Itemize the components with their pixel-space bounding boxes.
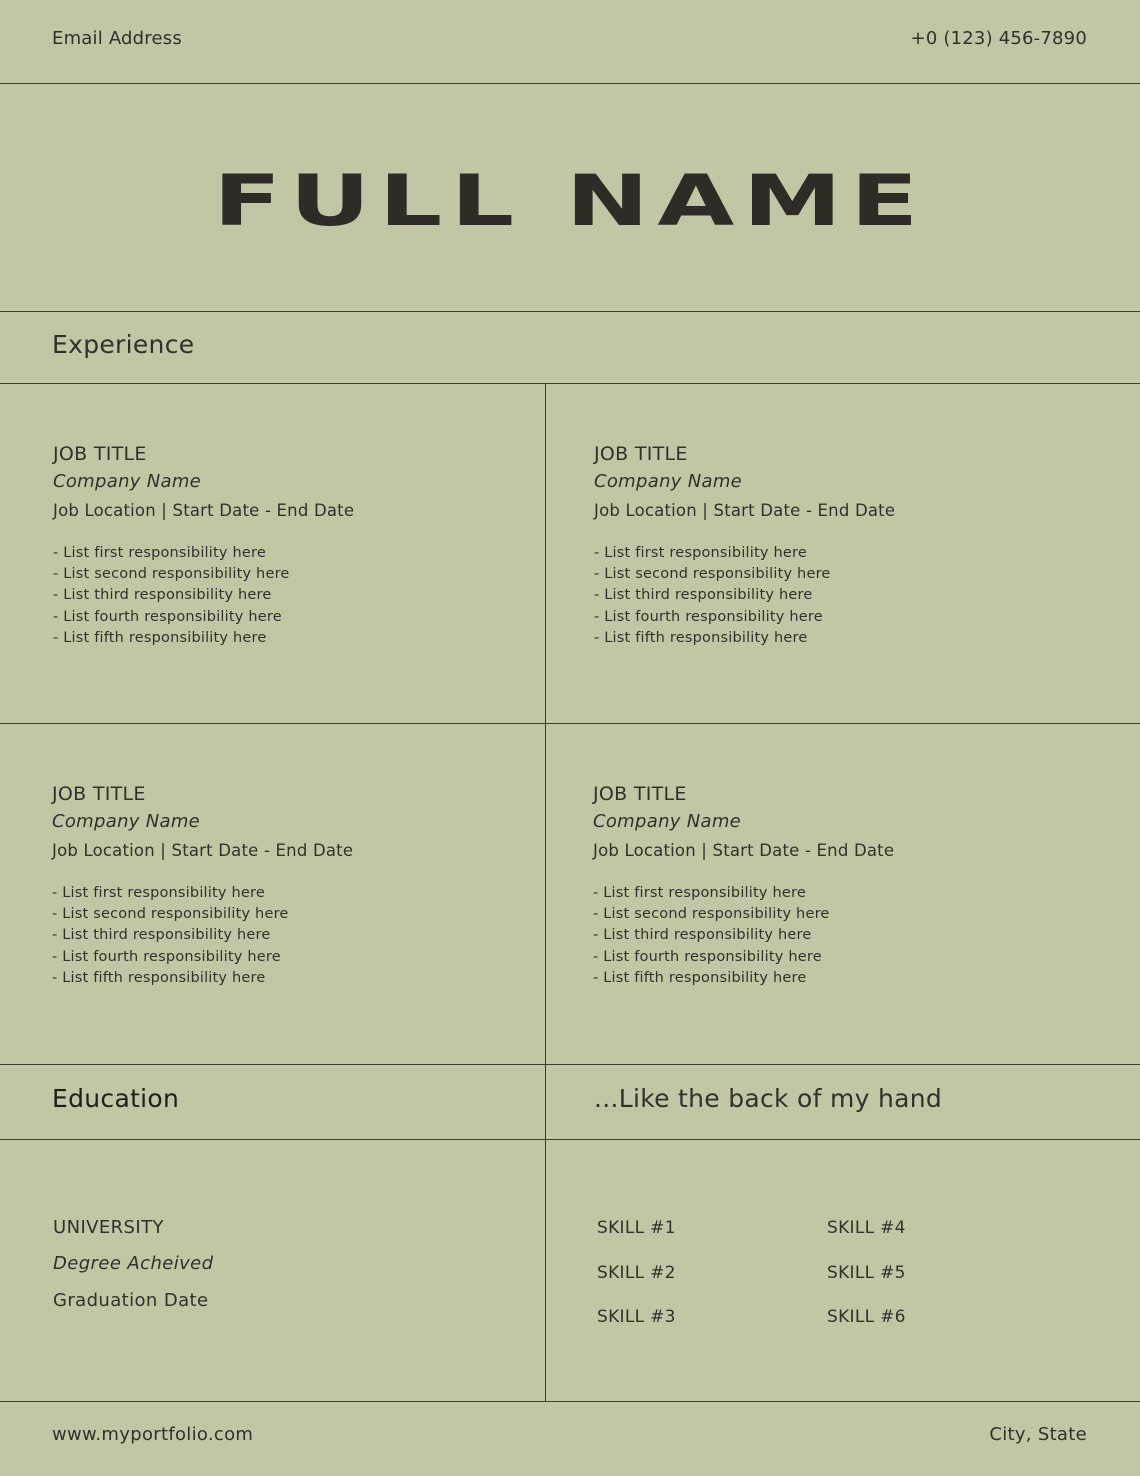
- list-item: - List fourth responsibility here: [53, 607, 513, 628]
- divider: [0, 311, 1140, 312]
- responsibility-list: [52, 883, 512, 989]
- job-location-dates: Job Location | Start Date - End Date: [593, 841, 895, 860]
- skill-item: SKILL #3: [597, 1307, 676, 1327]
- job-location-dates: Job Location | Start Date - End Date: [52, 841, 354, 860]
- skill-item: SKILL #6: [827, 1307, 906, 1327]
- email-address: Email Address: [52, 28, 182, 49]
- list-item: - List fourth responsibility here: [593, 947, 1053, 968]
- job-entry: [594, 440, 1054, 649]
- list-item: - List fifth responsibility here: [593, 968, 1053, 989]
- university-name: UNIVERSITY: [53, 1217, 164, 1238]
- job-entry: [53, 440, 513, 649]
- divider: [0, 723, 1140, 724]
- list-item: - List fifth responsibility here: [53, 628, 513, 649]
- responsibility-list: [594, 543, 1054, 649]
- column-divider: [545, 383, 546, 1401]
- divider: [0, 83, 1140, 84]
- list-item: - List third responsibility here: [52, 925, 512, 946]
- job-location-dates: Job Location | Start Date - End Date: [594, 501, 896, 520]
- list-item: - List first responsibility here: [593, 883, 1053, 904]
- list-item: - List second responsibility here: [53, 564, 513, 585]
- skill-item: SKILL #1: [597, 1218, 676, 1238]
- job-title: JOB TITLE: [52, 783, 146, 805]
- list-item: - List fourth responsibility here: [594, 607, 1054, 628]
- company-name: Company Name: [52, 811, 201, 832]
- list-item: - List third responsibility here: [594, 585, 1054, 606]
- list-item: - List second responsibility here: [593, 904, 1053, 925]
- skill-item: SKILL #2: [597, 1263, 676, 1283]
- city-state: City, State: [989, 1424, 1087, 1445]
- divider: [0, 1401, 1140, 1402]
- skill-item: SKILL #5: [827, 1263, 906, 1283]
- list-item: - List first responsibility here: [52, 883, 512, 904]
- divider: [0, 1139, 1140, 1140]
- list-item: - List fifth responsibility here: [594, 628, 1054, 649]
- list-item: - List fourth responsibility here: [52, 947, 512, 968]
- job-title: JOB TITLE: [53, 443, 147, 465]
- degree-achieved: Degree Acheived: [53, 1253, 214, 1274]
- list-item: - List second responsibility here: [52, 904, 512, 925]
- responsibility-list: [53, 543, 513, 649]
- job-title: JOB TITLE: [594, 443, 688, 465]
- portfolio-website: www.myportfolio.com: [52, 1424, 254, 1445]
- responsibility-list: [593, 883, 1053, 989]
- company-name: Company Name: [594, 471, 743, 492]
- list-item: - List third responsibility here: [53, 585, 513, 606]
- job-location-dates: Job Location | Start Date - End Date: [53, 501, 355, 520]
- phone-number: +0 (123) 456-7890: [910, 28, 1087, 49]
- company-name: Company Name: [53, 471, 202, 492]
- list-item: - List third responsibility here: [593, 925, 1053, 946]
- list-item: - List first responsibility here: [53, 543, 513, 564]
- job-title: JOB TITLE: [593, 783, 687, 805]
- graduation-date: Graduation Date: [53, 1290, 209, 1311]
- education-heading: Education: [52, 1084, 180, 1113]
- full-name-heading: FULL NAME: [213, 160, 927, 242]
- experience-heading: Experience: [52, 330, 195, 359]
- job-entry: [593, 780, 1053, 989]
- list-item: - List first responsibility here: [594, 543, 1054, 564]
- divider: [0, 1064, 1140, 1065]
- divider: [0, 383, 1140, 384]
- job-entry: [52, 780, 512, 989]
- skills-heading: ...Like the back of my hand: [594, 1084, 943, 1113]
- list-item: - List second responsibility here: [594, 564, 1054, 585]
- list-item: - List fifth responsibility here: [52, 968, 512, 989]
- skill-item: SKILL #4: [827, 1218, 906, 1238]
- company-name: Company Name: [593, 811, 742, 832]
